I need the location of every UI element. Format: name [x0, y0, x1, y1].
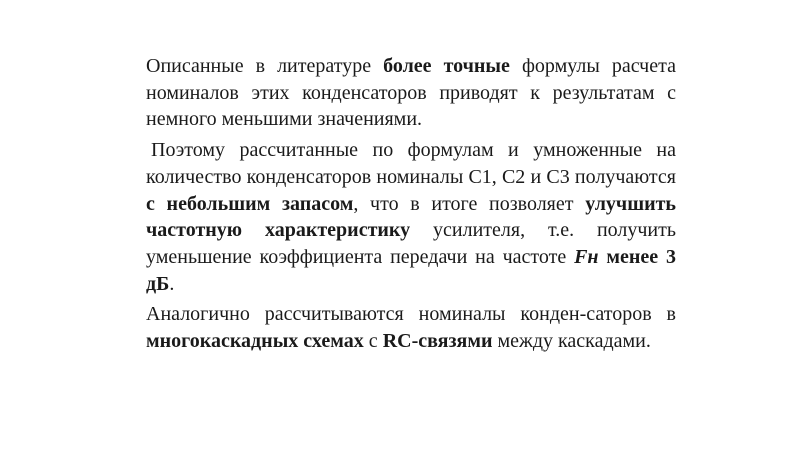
paragraph-2-text-2: , что в итоге позволяет [353, 192, 586, 215]
paragraph-1-bold-more-precise: более точные [383, 55, 510, 77]
paragraph-3-text-1: Аналогично рассчитываются номиналы конден-саторов в [146, 303, 676, 326]
paragraph-2-text-1: Поэтому рассчитанные по формулам и умноженные на количество конденсаторов номиналы С1, С2 и С3 получаются [146, 139, 676, 188]
paragraph-1-text-2: формулы расчета номиналов этих конденсаторов приводят к результатам с немного меньшими значениями. [146, 55, 676, 131]
paragraph-1-text-1: Описанные в литературе [146, 55, 384, 77]
frequency-symbol-fn: Fн [574, 245, 599, 268]
paragraph-2-text-3: усилителя, т.е. получить уменьшение коэффициента передачи на частоте [146, 219, 676, 268]
paragraph-2-text-4: . [169, 272, 175, 295]
paragraph-2-bold-less-than-3db: менее 3 дБ [146, 245, 676, 295]
paragraph-2-bold-small-margin: с небольшим запасом [146, 192, 354, 215]
paragraph-3-text-2: с [363, 330, 383, 353]
paragraph-precise-formulas [146, 53, 676, 133]
paragraph-3-bold-rc-coupling: RC-связями [382, 330, 493, 353]
paragraph-3-text-3: между каскадами. [492, 330, 651, 353]
paragraph-3-bold-multistage-circuits: многокаскадных схемах [146, 330, 364, 353]
paragraph-multistage [146, 301, 676, 354]
paragraph-capacitor-margin [146, 137, 676, 297]
slide-text-block [146, 53, 676, 355]
paragraph-2-bold-frequency-response: улучшить частотную характеристику [146, 192, 676, 242]
